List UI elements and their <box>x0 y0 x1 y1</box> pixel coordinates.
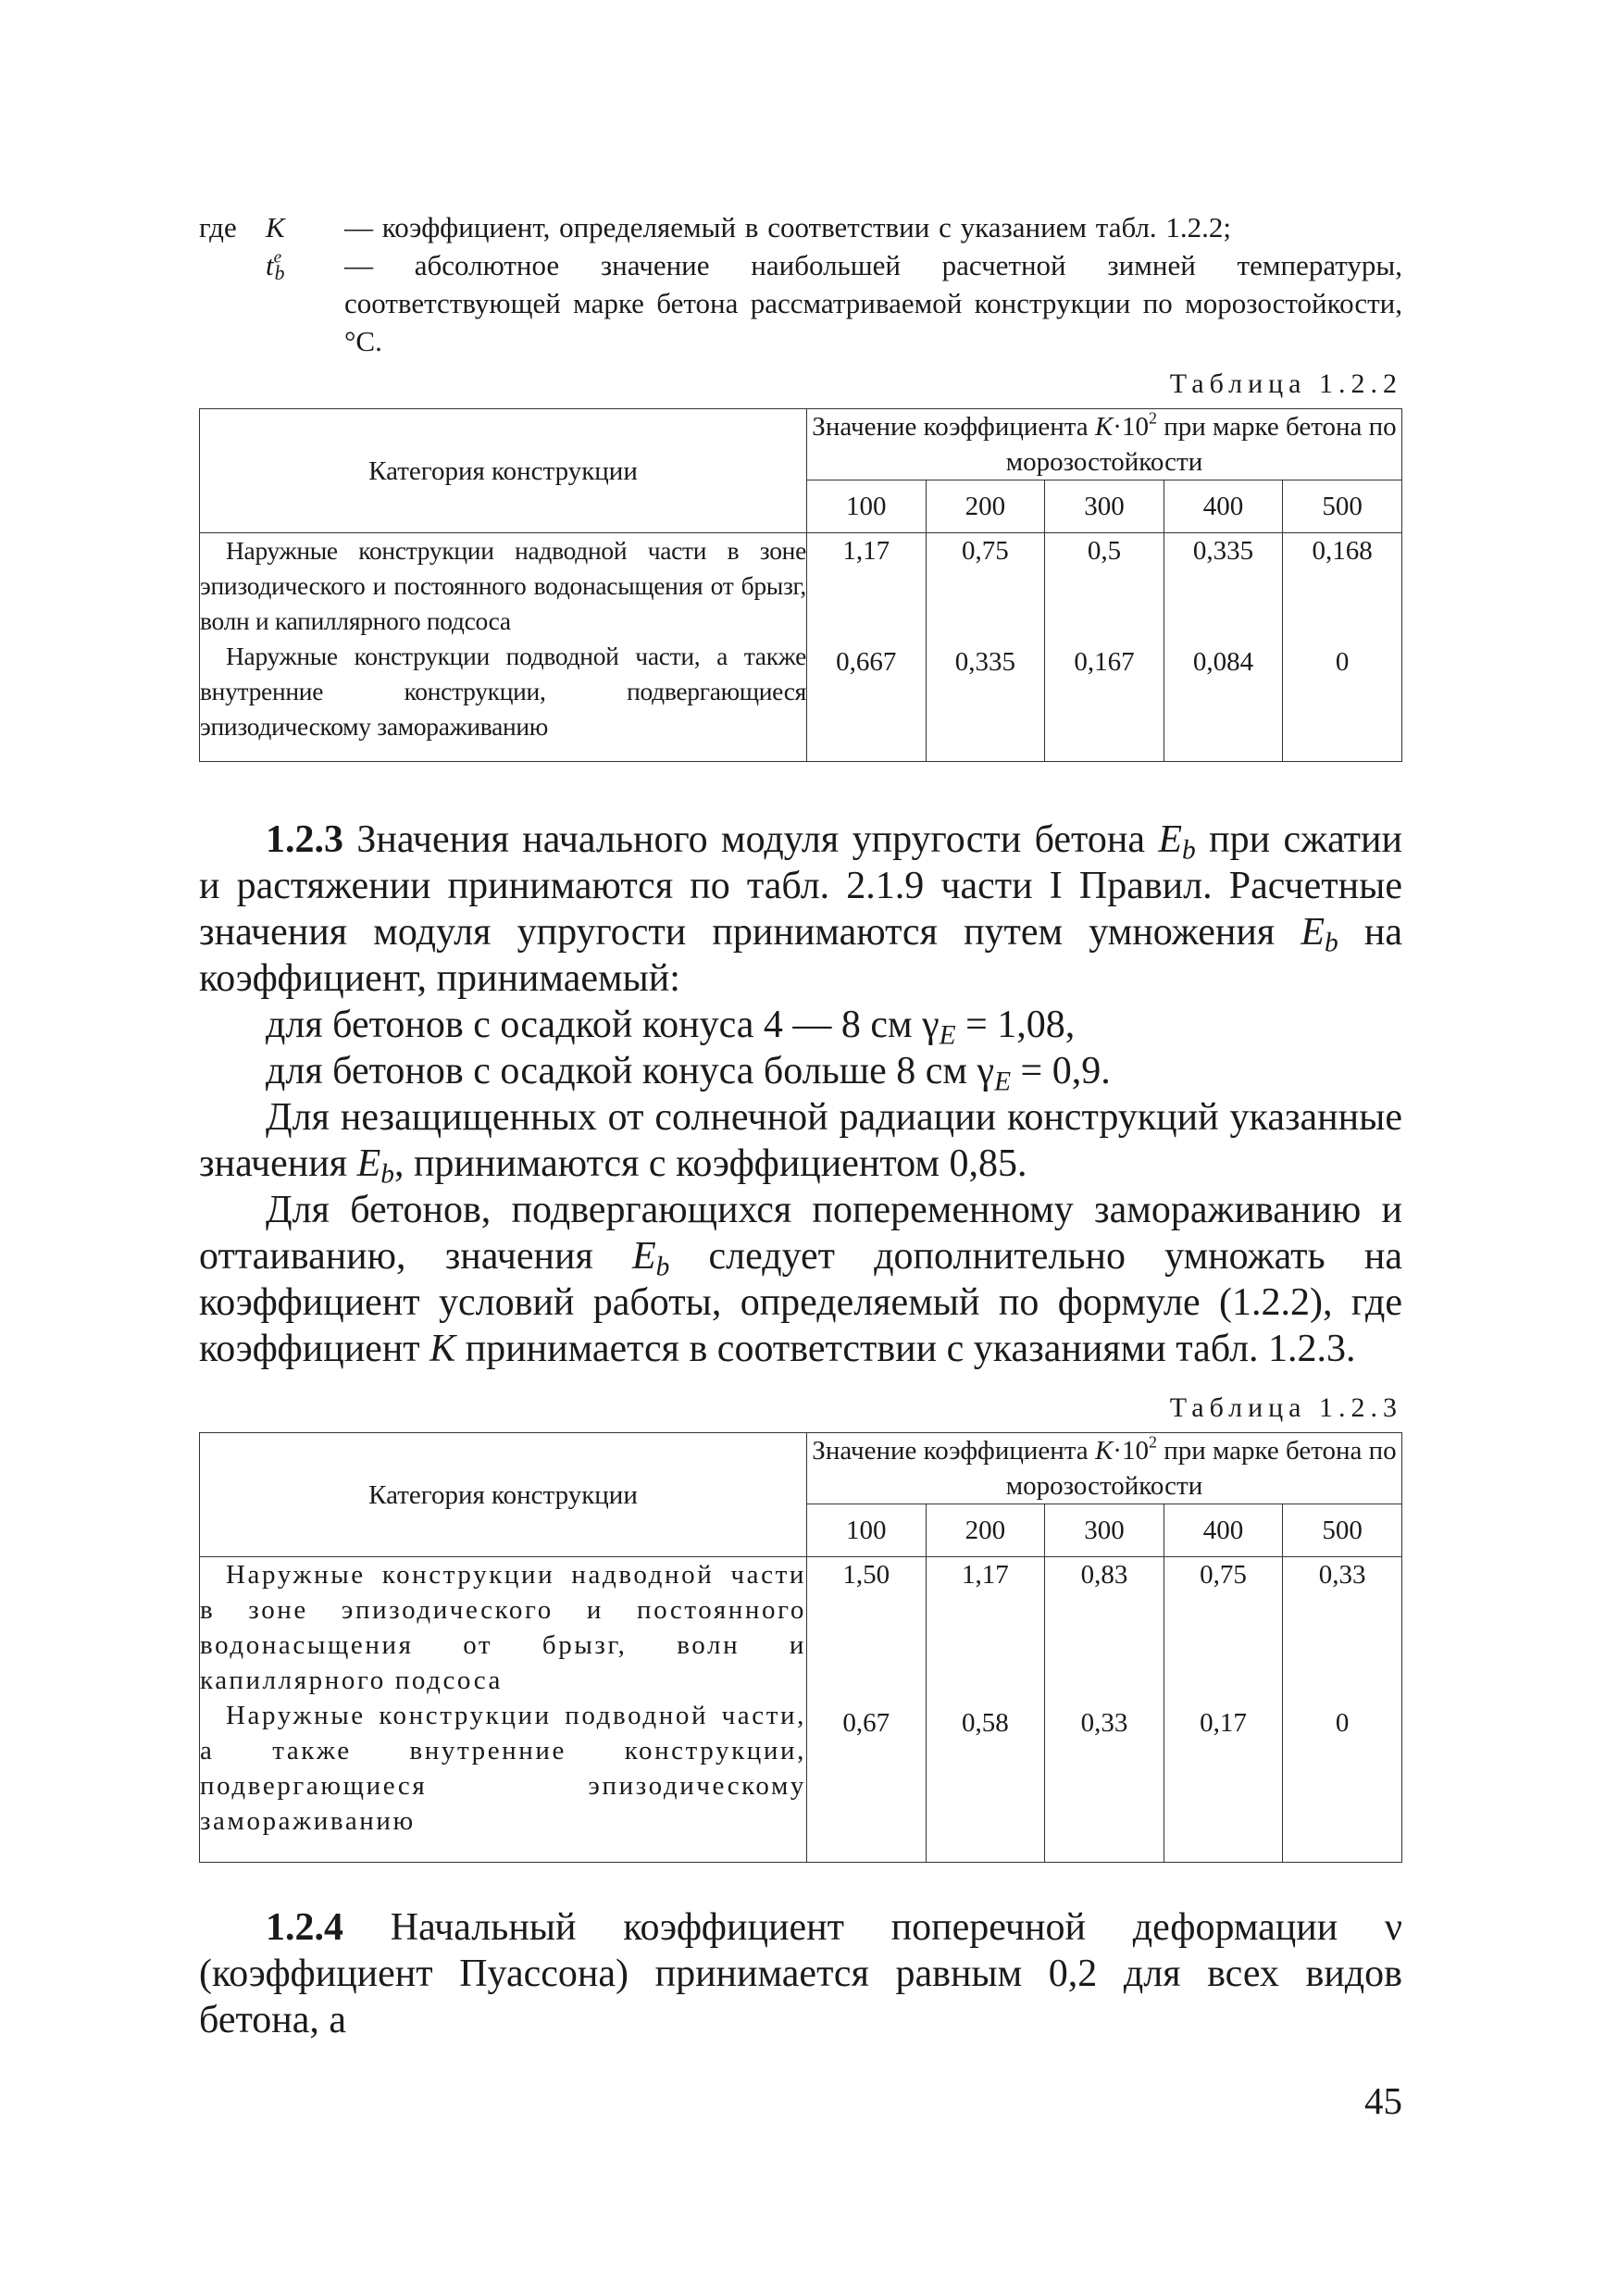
table-row <box>200 1557 1402 1863</box>
value-cell: 1,50 0,67 <box>807 1557 927 1863</box>
column-header: 400 <box>1164 480 1283 533</box>
definition-k <box>199 208 1402 246</box>
category-header: Категория конструкции <box>200 1433 807 1557</box>
paragraph: для бетонов с осадкой конуса 4 — 8 см $\gamma_E = 1,08$, <box>266 1004 1076 1051</box>
column-header: 500 <box>1283 1504 1402 1557</box>
value-header: Значение коэффициента $K\cdot 10^2$ при марке бетона по морозостойкости <box>807 1433 1402 1504</box>
section-1-2-4 <box>199 1904 1402 2043</box>
category-cell <box>200 1557 807 1863</box>
paragraph: Для незащищенных от солнечной радиации конструкций указанные значения $E_b$, принимаются с коэффициентом 0,85. <box>199 1096 1402 1190</box>
table-1-2-3 <box>199 1432 1402 1863</box>
category-text: Наружные конструкции надводной части в зоне эпизодического и постоянного водонасыщения от брызг, волн и капиллярного подсоса <box>200 536 806 635</box>
value-cell: 0,83 0,33 <box>1045 1557 1164 1863</box>
definition-k-text: — коэффициент, определяемый в соответствии с указанием табл. 1.2.2; <box>344 211 1232 243</box>
value-cell: 0,168 0 <box>1283 533 1402 762</box>
category-text: Наружные конструкции подводной части, а также внутренние конструкции, подвергающиеся эпизодическому замораживанию <box>200 642 806 741</box>
symbol-k: K <box>266 211 285 243</box>
paragraph: Для бетонов, подвергающихся попеременному замораживанию и оттаиванию, значения $E_b$ следует дополнительно умножать на коэффициент условий работы, определяемый по формуле (1.2.2), где коэффициент K принимается в соответствии с указаниями табл. 1.2.3. <box>199 1189 1402 1370</box>
section-1-2-3 <box>199 817 1402 1372</box>
definitions-block <box>199 208 1402 360</box>
table-1-2-3-caption: Таблица 1.2.3 <box>1169 1392 1402 1423</box>
category-cell <box>200 533 807 762</box>
table-1-2-2-caption: Таблица 1.2.2 <box>1169 368 1402 399</box>
category-text: Наружные конструкции подводной части, а также внутренние конструкции, подвергающиеся эпизодическому замораживанию <box>200 1701 806 1836</box>
category-text: Наружные конструкции надводной части в зоне эпизодического и постоянного водонасыщения от брызг, волн и капиллярного подсоса <box>200 1560 806 1695</box>
definition-t <box>199 246 1402 360</box>
value-cell: 0,75 0,17 <box>1164 1557 1283 1863</box>
category-header: Категория конструкции <box>200 409 807 533</box>
column-header: 300 <box>1045 1504 1164 1557</box>
definition-t-text: — абсолютное значение наибольшей расчетной зимней температуры, соответствующей марке бетона рассматриваемой конструкции по морозостойкости, °С. <box>344 249 1402 357</box>
column-header: 500 <box>1283 480 1402 533</box>
definition-lead: где <box>199 211 237 243</box>
symbol-t: $t^e_b$ <box>266 247 285 285</box>
value-cell: 0,75 0,335 <box>926 533 1045 762</box>
value-cell: 1,17 0,58 <box>926 1557 1045 1863</box>
column-header: 200 <box>926 1504 1045 1557</box>
paragraph: 1.2.3 Значения начального модуля упругости бетона $E_b$ при сжатии и растяжении принимаются по табл. 2.1.9 части I Правил. Расчетные значения модуля упругости принимаются путем умножения $E_b$ на коэффициент, принимаемый: <box>199 818 1402 1000</box>
value-header: Значение коэффициента $K\cdot 10^2$ при марке бетона по морозостойкости <box>807 409 1402 480</box>
value-cell: 1,17 0,667 <box>807 533 927 762</box>
column-header: 200 <box>926 480 1045 533</box>
column-header: 100 <box>807 1504 927 1557</box>
value-cell: 0,33 0 <box>1283 1557 1402 1863</box>
table-row <box>200 533 1402 762</box>
column-header: 100 <box>807 480 927 533</box>
page-number: 45 <box>1364 2079 1402 2122</box>
value-cell: 0,5 0,167 <box>1045 533 1164 762</box>
table-1-2-2 <box>199 408 1402 762</box>
paragraph: для бетонов с осадкой конуса больше 8 см $\gamma_E = 0,9$. <box>266 1050 1111 1097</box>
column-header: 300 <box>1045 480 1164 533</box>
value-cell: 0,335 0,084 <box>1164 533 1283 762</box>
column-header: 400 <box>1164 1504 1283 1557</box>
paragraph: 1.2.4 Начальный коэффициент поперечной деформации ν (коэффициент Пуассона) принимается равным 0,2 для всех видов бетона, а <box>199 1906 1402 2041</box>
